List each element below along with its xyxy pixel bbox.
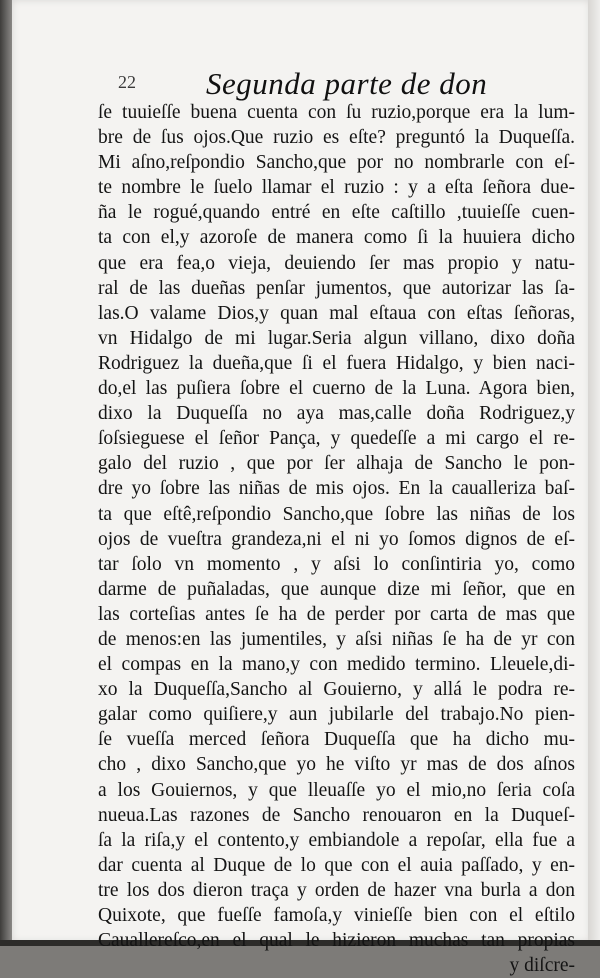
text-line: ſoſsieguese el ſeñor Pança, y quedeſſe a mi cargo el re- — [98, 428, 575, 450]
catchword: y diſcre- — [509, 955, 575, 977]
running-head: Segunda parte de don — [206, 66, 488, 101]
text-line: el compas en la mano,y con medido termino. Lleuele,di- — [98, 654, 575, 676]
text-line: que era fea,o vieja, deuiendo ſer mas propio y natu- — [98, 252, 575, 274]
text-line: bre de ſus ojos.Que ruzio es eſte? preguntó la Duqueſſa. — [98, 127, 575, 149]
text-line: Cauallereſco,en el qual le hizieron muchas tan propias — [98, 930, 575, 952]
text-line: a los Gouiernos, y que lleuaſſe yo el mio,no ſeria coſa — [98, 779, 575, 801]
text-line: ta con el,y azoroſe de manera como ſi la huuiera dicho — [98, 227, 575, 249]
text-line: ojos de vueſtra grandeza,ni el ni yo ſomos dignos de eſ- — [98, 528, 575, 550]
text-line: nueua.Las razones de Sancho renouaron en la Duqueſ- — [98, 804, 575, 826]
text-line: ral de las dueñas penſar jumentos, que autorizar las ſa- — [98, 277, 575, 299]
text-block — [98, 100, 575, 978]
text-line: de menos:en las jumentiles, y aſsi niñas ſe ha de yr con — [98, 628, 575, 650]
text-line: te nombre le ſuelo llamar el ruzio : y a eſta ſeñora due- — [98, 177, 575, 199]
text-line: tar ſolo vn momento , y aſsi lo conſintiria yo, como — [98, 553, 575, 575]
page-number: 22 — [118, 72, 136, 92]
text-line: tre los dos dieron traça y orden de hazer vna burla a don — [98, 879, 575, 901]
text-line: Quixote, que fueſſe famoſa,y vinieſſe bien con el eſtilo — [98, 905, 575, 926]
text-line: Rodriguez la dueña,que ſi el fuera Hidalgo, y bien naci- — [98, 352, 575, 374]
text-line: dixo la Duqueſſa no aya mas,calle doña Rodriguez,y — [98, 403, 575, 425]
text-line: do,el las puſiera ſobre el cuerno de la Luna. Agora bien, — [98, 378, 575, 400]
text-line: ſa la riſa,y el contento,y embiandole a repoſar, ella fue a — [98, 829, 575, 851]
text-line: las.O valame Dios,y quan mal eſtaua con eſtas ſeñoras, — [98, 302, 575, 324]
page-left-edge — [0, 0, 12, 946]
text-line: ſe vueſſa merced ſeñora Duqueſſa que ha dicho mu- — [98, 729, 575, 751]
text-line: xo la Duqueſſa,Sancho al Gouierno, y allá le podra re- — [98, 679, 575, 701]
text-line: galar como quiſiere,y aun jubilarle del trabajo.No pien- — [98, 704, 575, 726]
page-right-edge — [588, 0, 600, 946]
text-line: galo del ruzio , que por ſer alhaja de Sancho le pon- — [98, 453, 575, 475]
text-line: ña le rogué,quando entré en eſte caſtillo ,tuuieſſe cuen- — [98, 202, 575, 224]
text-line: cho , dixo Sancho,que yo he viſto yr mas de dos aſnos — [98, 754, 575, 776]
text-line: dre yo ſobre las niñas de mis ojos. En la caualleriza baſ- — [98, 478, 575, 500]
text-line: las corteſias antes ſe ha de perder por carta de mas que — [98, 603, 575, 625]
text-line: Mi aſno,reſpondio Sancho,que por no nombrarle con eſ- — [98, 152, 575, 174]
text-line: ta que eſtê,reſpondio Sancho,que ſobre las niñas de los — [98, 503, 575, 525]
text-line: dar cuenta al Duque de lo que con el auia paſſado, y en- — [98, 854, 575, 876]
text-line: ſe tuuieſſe buena cuenta con ſu ruzio,porque era la lum- — [98, 102, 575, 123]
text-line: darme de puñaladas, que aunque dize mi ſeñor, que en — [98, 578, 575, 600]
text-line: vn Hidalgo de mi lugar.Seria algun villano, dixo doña — [98, 327, 575, 349]
